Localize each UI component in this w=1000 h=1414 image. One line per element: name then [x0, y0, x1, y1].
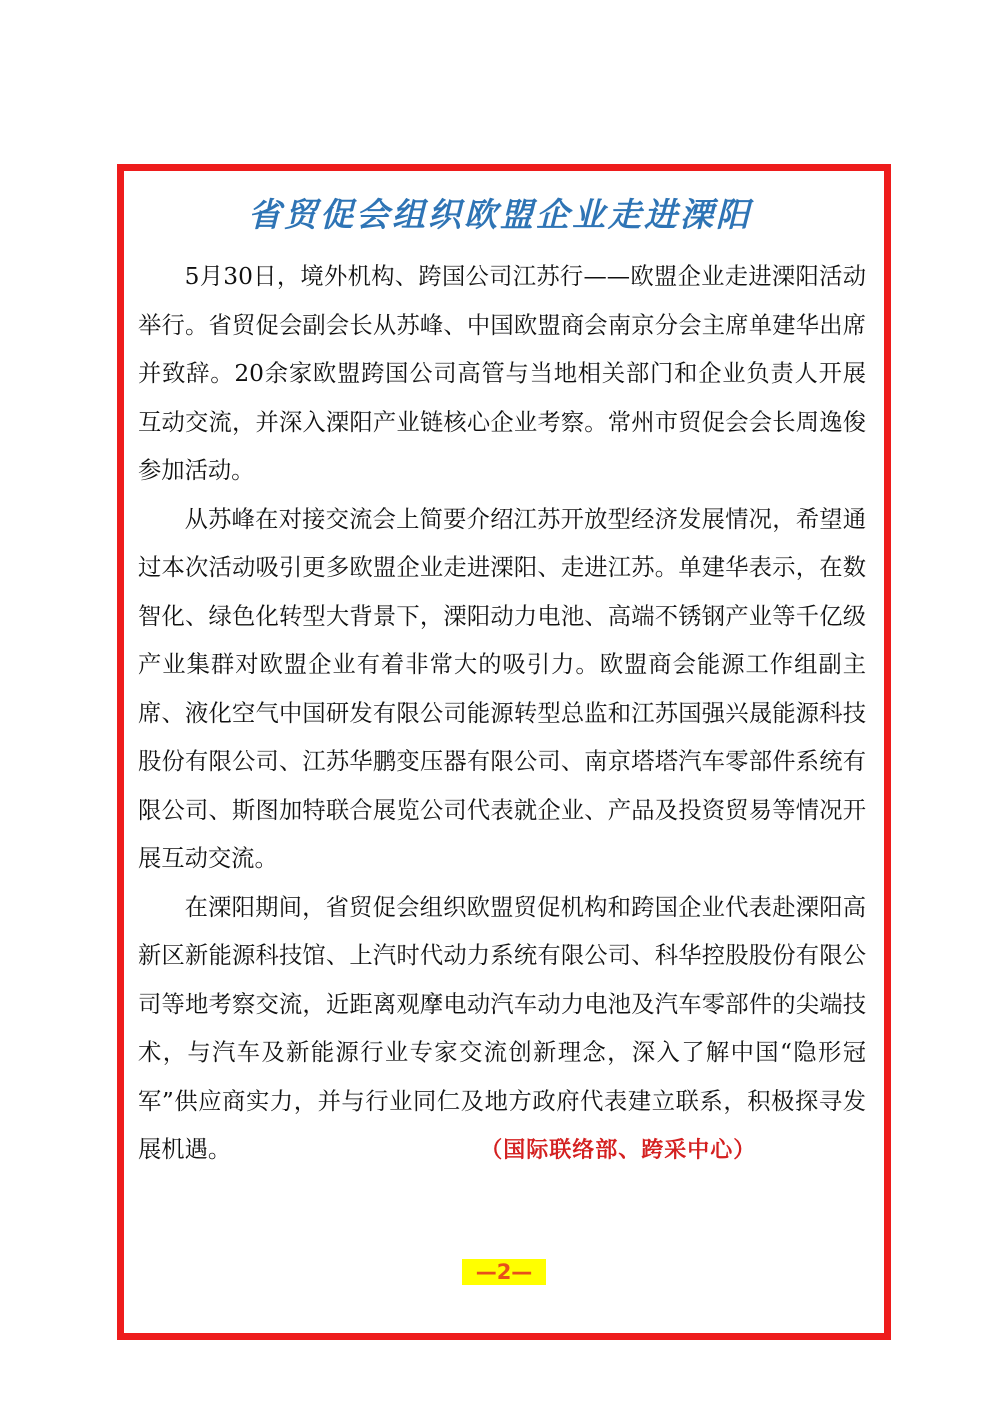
paragraph-3-text: 在溧阳期间，省贸促会组织欧盟贸促机构和跨国企业代表赴溧阳高新区新能源科技馆、上汽时代动力系统有限公司、科华控股股份有限公司等地考察交流，近距离观摩电动汽车动力电池及汽车零部件的尖端技术，与汽车及新能源行业专家交流创新理念，深入了解中国“隐形冠军”供应商实力，并与行业同仁及地方政府代表建立联系，积极探寻发展机遇。: [138, 893, 866, 1163]
source-attribution: （国际联络部、跨采中心）: [491, 1138, 757, 1163]
article-title: 省贸促会组织欧盟企业走进溧阳: [248, 195, 752, 234]
paragraph-2: 从苏峰在对接交流会上简要介绍江苏开放型经济发展情况，希望通过本次活动吸引更多欧盟企业走进溧阳、走进江苏。单建华表示，在数智化、绿色化转型大背景下，溧阳动力电池、高端不锈钢产业等千亿级产业集群对欧盟企业有着非常大的吸引力。欧盟商会能源工作组副主席、液化空气中国研发有限公司能源转型总监和江苏国强兴晟能源科技股份有限公司、江苏华鹏变压器有限公司、南京塔塔汽车零部件系统有限公司、斯图加特联合展览公司代表就企业、产品及投资贸易等情况开展互动交流。: [138, 505, 866, 872]
paragraph-1: 5月30日，境外机构、跨国公司江苏行——欧盟企业走进溧阳活动举行。省贸促会副会长从苏峰、中国欧盟商会南京分会主席单建华出席并致辞。20余家欧盟跨国公司高管与当地相关部门和企业负责人开展互动交流，并深入溧阳产业链核心企业考察。常州市贸促会会长周逸俊参加活动。: [138, 263, 866, 484]
article-body: [138, 253, 866, 1176]
paragraph-3: [138, 884, 866, 1176]
page-number: —2—: [462, 1259, 546, 1285]
